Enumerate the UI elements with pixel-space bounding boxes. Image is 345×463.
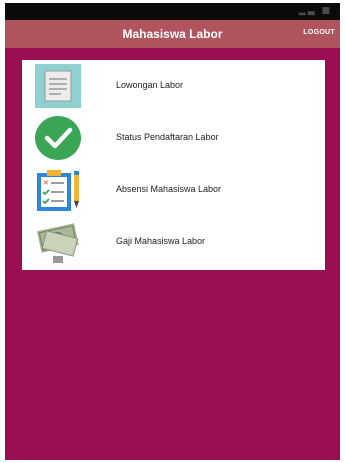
document-icon: [34, 63, 82, 109]
money-icon: [34, 219, 82, 265]
menu-item-lowongan[interactable]: [22, 60, 325, 112]
menu-item-absensi[interactable]: [22, 164, 325, 216]
menu-item-gaji[interactable]: [22, 216, 325, 268]
logout-button[interactable]: LOGOUT: [303, 29, 335, 36]
checkmark-icon: [34, 115, 82, 161]
status-bar: [5, 3, 340, 20]
menu-item-label: Lowongan Labor: [116, 80, 184, 90]
menu-item-status-pendaftaran[interactable]: [22, 112, 325, 164]
menu-item-label: Gaji Mahasiswa Labor: [116, 236, 206, 246]
checklist-icon: [34, 167, 82, 213]
app-bar: [5, 20, 340, 48]
menu-item-label: Status Pendaftaran Labor: [116, 132, 219, 142]
menu-item-label: Absensi Mahasiswa Labor: [116, 184, 222, 194]
menu-card: [22, 60, 325, 270]
status-icons: ▂▃ ■: [298, 6, 332, 16]
app-title: Mahasiswa Labor: [122, 27, 223, 41]
svg-text:✕: ✕: [43, 179, 49, 187]
